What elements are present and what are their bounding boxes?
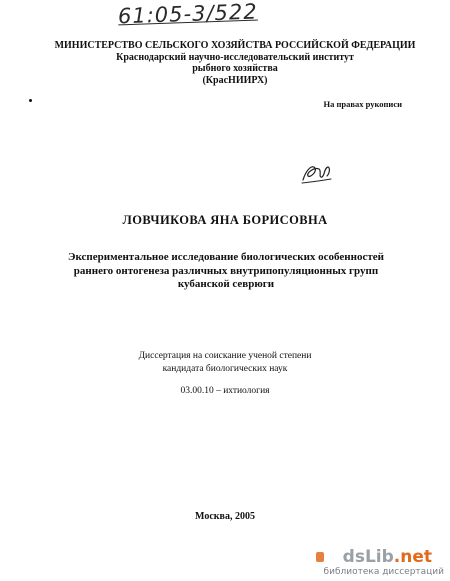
ministry-name: МИНИСТЕРСТВО СЕЛЬСКОГО ХОЗЯЙСТВА РОССИЙСКОЙ ФЕДЕРАЦИИ [54, 40, 416, 51]
specialty-code: 03.00.10 – ихтиология [180, 386, 270, 396]
institute-name-line2: рыбного хозяйства [192, 63, 278, 74]
dissertation-title [40, 251, 412, 292]
handwritten-signature-icon [300, 158, 334, 188]
degree-statement [0, 350, 450, 375]
watermark-logo [343, 547, 432, 567]
degree-line: кандидата биологических наук [162, 363, 288, 374]
city-and-year: Москва, 2005 [195, 511, 255, 522]
degree-line: Диссертация на соискание ученой степени [138, 351, 312, 361]
margin-dot [29, 99, 32, 102]
watermark-subtitle: библиотека диссертаций [323, 567, 444, 577]
watermark-logo-icon [316, 552, 324, 562]
institute-abbreviation: (КрасНИИРХ) [202, 74, 268, 86]
manuscript-rights-note: На правах рукописи [323, 99, 402, 109]
organization-header [40, 40, 430, 86]
author-name: ЛОВЧИКОВА ЯНА БОРИСОВНА [122, 213, 328, 227]
site-watermark[interactable] [323, 547, 444, 577]
title-line: кубанской севрюги [177, 278, 275, 290]
watermark-logo-main: dsLib [342, 547, 394, 567]
watermark-logo-tld: .net [393, 547, 432, 567]
title-line: Экспериментальное исследование биологических особенностей [68, 251, 384, 263]
title-line: раннего онтогенеза различных внутрипопуляционных групп [73, 264, 379, 277]
handwritten-library-code: 61:05-3/522 [117, 0, 259, 29]
institute-name-line1: Краснодарский научно-исследовательский институт [116, 51, 354, 63]
